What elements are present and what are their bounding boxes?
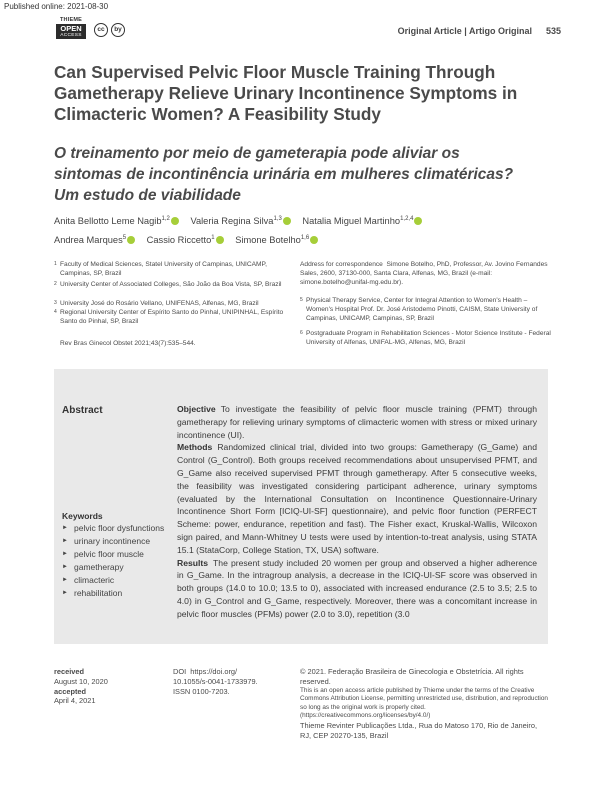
journal-citation: Rev Bras Ginecol Obstet 2021;43(7):535–544. [60, 340, 196, 347]
logo-access-text: ACCESS [60, 33, 82, 38]
doi-line: DOI https://doi.org/ [173, 667, 238, 676]
orcid-icon[interactable] [216, 236, 224, 244]
received-date: August 10, 2020 [54, 676, 108, 686]
keyword-item: ► pelvic floor muscle [62, 548, 167, 561]
keyword-item: ► gametherapy [62, 561, 167, 574]
thieme-open-access-logo [56, 17, 86, 41]
license-text: This is an open access article published by Thieme under the terms of the Creative Commons Attribution License, permitting unrestricted use, distribution, and reproduction so long as the original work is properly cited. (https://creativecommons.org/licenses/by/4.0/) [300, 686, 548, 720]
correspondence-label: Address for correspondence [300, 261, 383, 268]
orcid-icon[interactable] [171, 217, 179, 225]
copyright-text: © 2021. Federação Brasileira de Ginecologia e Obstetrícia. All rights reserved. [300, 667, 524, 686]
accepted-label: accepted [54, 686, 87, 696]
article-subtitle-portuguese: O treinamento por meio de gameterapia pode aliviar os sintomas de incontinência urinária em mulheres climatéricas? Um estudo de viabilidade [54, 145, 514, 204]
correspondence-text: Simone Botelho, PhD, Professor, Av. Jovino Fernandes Sales, 2600, 37130-000, Santa Clara, Alfenas, MG, Brazil (e-mail: simone.botelho@unifal-mg.edu.br). [300, 261, 548, 286]
accepted-date: April 4, 2021 [54, 696, 96, 706]
author: Anita Bellotto Leme Nagib$^{1,2}$ [54, 216, 179, 226]
abstract-objective: Objective To investigate the feasibility of pelvic floor muscle training (PFMT) through gametherapy for relieving urinary symptoms of climacteric women with stress or mixed urinary incontinence (UI). [177, 404, 537, 440]
author: Natalia Miguel Martinho$^{1,2,4}$ [302, 216, 422, 226]
keyword-item: ► urinary incontinence [62, 535, 167, 548]
doi-value: 10.1055/s-0041-1733979. [173, 676, 258, 686]
page-number: 535 [545, 26, 561, 36]
correspondence-address [300, 260, 550, 287]
keywords-heading: Keywords [62, 511, 103, 521]
attribution-icon: by [111, 23, 125, 37]
logo-thieme-text: THIEME [60, 17, 82, 23]
received-label: received [54, 667, 84, 676]
orcid-icon[interactable] [414, 217, 422, 225]
abstract-heading: Abstract [62, 405, 103, 416]
author-list [54, 211, 564, 249]
affiliation: 5 Physical Therapy Service, Center for Integral Attention to Women's Health – Women's Hospital Prof. Dr. José Aristodemo Pinotti, CAISM, State University of Campinas, UNICAMP, Campinas, SP, Brazil [300, 297, 538, 322]
author: Andrea Marques$^5$ [54, 235, 135, 245]
issn-line: ISSN 0100-7203. [173, 686, 230, 696]
published-date: Published online: 2021-08-30 [4, 2, 109, 11]
orcid-icon[interactable] [127, 236, 135, 244]
affiliation: 2 University Center of Associated Colleges, São João da Boa Vista, SP, Brazil [54, 281, 282, 288]
abstract-body [177, 403, 537, 621]
affiliation: 1 Faculty of Medical Sciences, Statel University of Campinas, UNICAMP, Campinas, SP, Brazil [54, 261, 267, 277]
keyword-item: ► pelvic floor dysfunctions [62, 522, 167, 535]
orcid-icon[interactable] [283, 217, 291, 225]
keyword-item: ► rehabilitation [62, 587, 167, 600]
keyword-item: ► climacteric [62, 574, 167, 587]
author: Simone Botelho$^{1,6}$ [235, 235, 318, 245]
article-title: Can Supervised Pelvic Floor Muscle Training Through Gametherapy Relieve Urinary Incontinence Symptoms in Climacteric Women? A Feasibility Study [54, 62, 518, 124]
doi-link[interactable]: https://doi.org/ [190, 667, 238, 676]
creative-commons-icon: cc [94, 23, 108, 37]
article-identifiers [173, 667, 258, 696]
publisher-address: Thieme Revinter Publicações Ltda., Rua do Matoso 170, Rio de Janeiro, RJ, CEP 20270-135, Brazil [300, 720, 538, 740]
author: Cassio Riccetto$^1$ [147, 235, 224, 245]
copyright-block [300, 667, 550, 741]
orcid-icon[interactable] [310, 236, 318, 244]
logo-badge [56, 24, 86, 39]
abstract-results: Results The present study included 20 women per group and observed a higher adherence in G_Game. In the intragroup analysis, a decrease in the ICIQ-UI-SF score was observed in both groups (14.0 to 10.0; 13.5 to 0), associated with increased endurance (2.5 to 3.5; 2.5 to 4.0) in G_Control and G_Game, respectively. Moreover, there was a concomitant increase in pelvic floor muscles (PFMs) power (2.0 to 3.0), repetition (3.0 [177, 557, 537, 619]
logo-open-text: OPEN [60, 24, 82, 33]
article-dates [54, 667, 108, 706]
affiliation: 6 Postgraduate Program in Rehabilitation Sciences - Motor Science Institute - Federal University of Alfenas, UNIFAL-MG, Alfenas, MG, Brazil [300, 330, 551, 346]
keyword-list [62, 522, 167, 600]
affiliation: 3 University José do Rosário Vellano, UNIFENAS, Alfenas, MG, Brazil [54, 300, 259, 307]
article-type: Original Article | Artigo Original [397, 26, 532, 36]
affiliation: 4 Regional University Center of Espírito Santo do Pinhal, UNIPINHAL, Espírito Santo do Pinhal, SP, Brazil [54, 309, 284, 325]
abstract-methods: Methods Randomized clinical trial, divided into two groups: Gametherapy (G_Game) and Control (G_Control). Both groups received recommendations about unsupervised PFMT, and G_Game also received supervised PFMT through gametherapy. After 5 consecutive weeks, the feasibility was investigated considering participant adherence, urinary symptoms (evaluated by the International Consultation on Incontinence Questionnaire-Urinary Incontinence Short Form [ICIQ-UI-SF] questionnaire), and pelvic floor function (PERFECT Scheme: power, endurance, repetition and fast). The Fisher exact, Kruskal-Wallis, Wilcoxon sign paired, and Mann-Whitney U tests were used by intention-to-treat analysis, using STATA 15.1 (StataCorp, College Station, TX, USA) software. [177, 442, 537, 555]
author: Valeria Regina Silva$^{1,3}$ [190, 216, 290, 226]
running-header [398, 26, 561, 36]
